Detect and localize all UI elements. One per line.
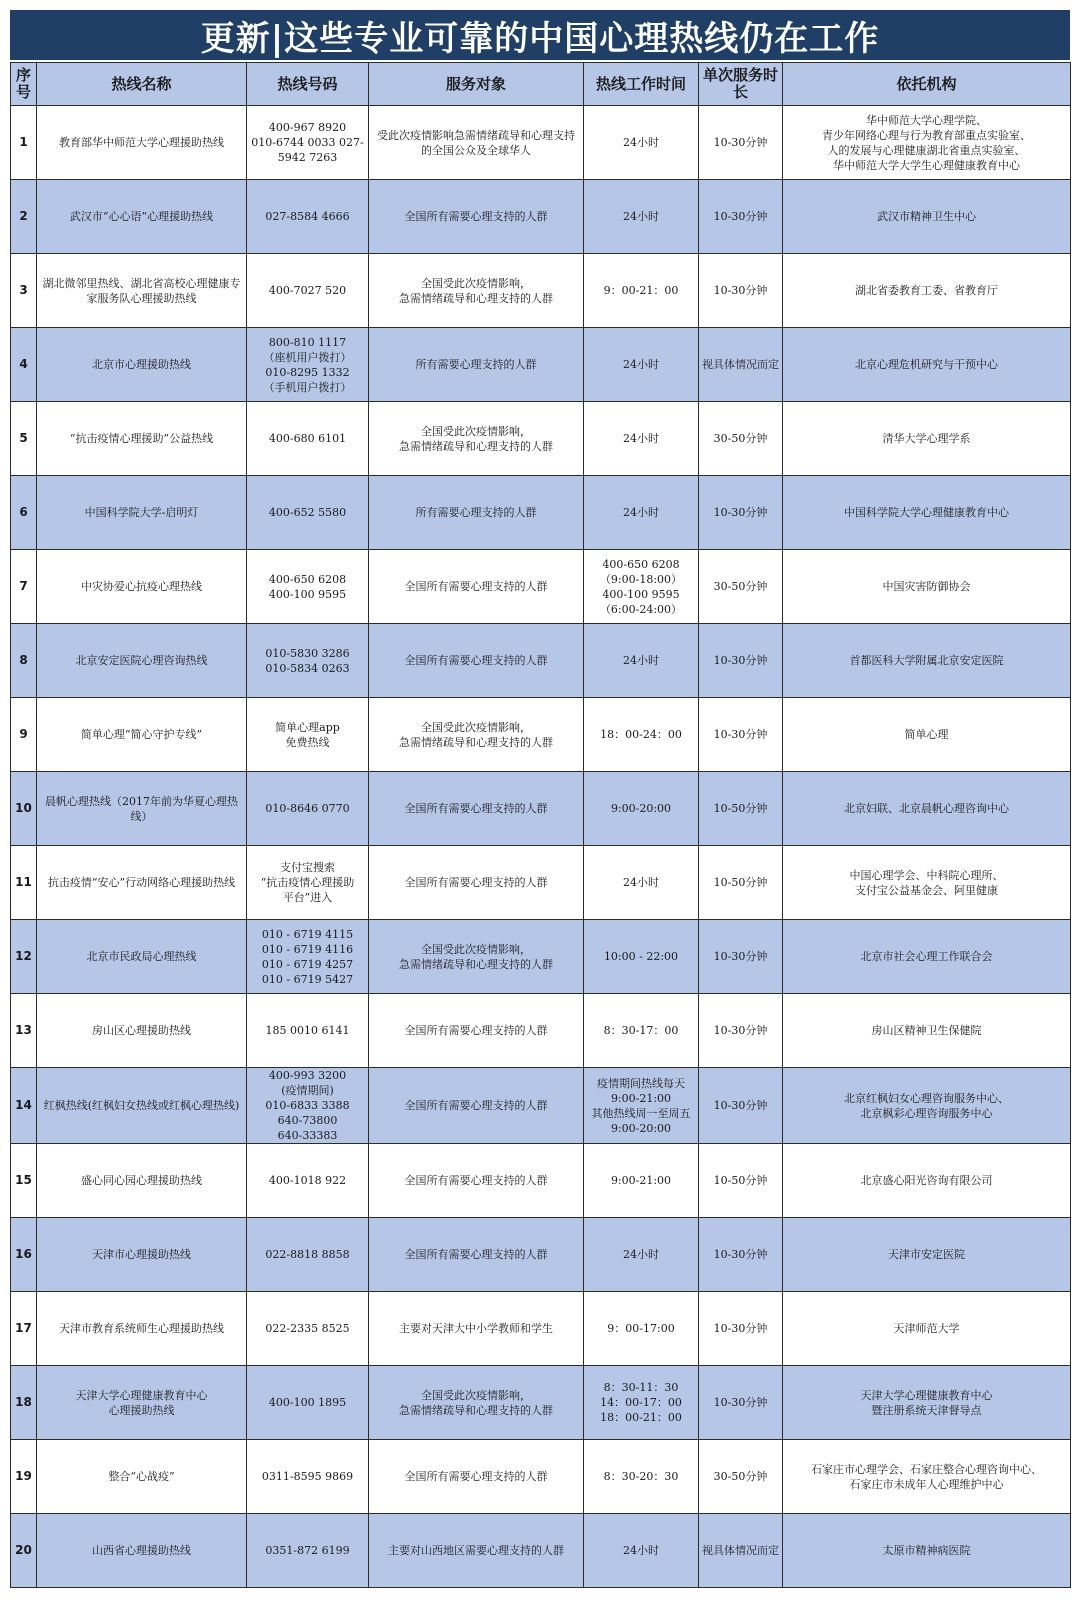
table-row (11, 698, 1071, 772)
service-target: 所有需要心理支持的人群 (369, 476, 584, 550)
service-target: 全国所有需要心理支持的人群 (369, 1144, 584, 1218)
session-duration: 视具体情况而定 (699, 1514, 783, 1588)
hotline-name: 天津市教育系统师生心理援助热线 (37, 1292, 247, 1366)
hotline-name: 教育部华中师范大学心理援助热线 (37, 106, 247, 180)
hotline-number: 010-5830 3286 010-5834 0263 (247, 624, 369, 698)
row-index: 6 (11, 476, 37, 550)
session-duration: 10-30分钟 (699, 1068, 783, 1144)
session-duration: 10-30分钟 (699, 920, 783, 994)
work-hours: 400-650 6208 （9:00-18:00） 400-100 9595 （6:00-24:00） (584, 550, 699, 624)
host-organization: 房山区精神卫生保健院 (783, 994, 1071, 1068)
table-row (11, 624, 1071, 698)
row-index: 20 (11, 1514, 37, 1588)
hotline-number: 027-8584 4666 (247, 180, 369, 254)
session-duration: 10-30分钟 (699, 698, 783, 772)
row-index: 10 (11, 772, 37, 846)
work-hours: 8：30-17：00 (584, 994, 699, 1068)
row-index: 15 (11, 1144, 37, 1218)
table-row (11, 772, 1071, 846)
session-duration: 视具体情况而定 (699, 328, 783, 402)
session-duration: 10-30分钟 (699, 180, 783, 254)
table-row (11, 1292, 1071, 1366)
row-index: 9 (11, 698, 37, 772)
hotline-number: 400-967 8920 010-6744 0033 027-5942 7263 (247, 106, 369, 180)
hotline-name: 房山区心理援助热线 (37, 994, 247, 1068)
host-organization: 首都医科大学附属北京安定医院 (783, 624, 1071, 698)
hotline-number: 0311-8595 9869 (247, 1440, 369, 1514)
table-row (11, 1514, 1071, 1588)
header-hours: 热线工作时间 (584, 63, 699, 106)
service-target: 全国受此次疫情影响， 急需情绪疏导和心理支持的人群 (369, 1366, 584, 1440)
session-duration: 10-50分钟 (699, 772, 783, 846)
hotline-name: 中灾协爱心抗疫心理热线 (37, 550, 247, 624)
row-index: 11 (11, 846, 37, 920)
host-organization: 天津市安定医院 (783, 1218, 1071, 1292)
hotline-name: 北京市民政局心理热线 (37, 920, 247, 994)
host-organization: 北京妇联、北京晨帆心理咨询中心 (783, 772, 1071, 846)
work-hours: 8：30-11：30 14：00-17：00 18：00-21：00 (584, 1366, 699, 1440)
hotline-name: 整合“心战疫” (37, 1440, 247, 1514)
service-target: 全国所有需要心理支持的人群 (369, 1068, 584, 1144)
table-row (11, 106, 1071, 180)
service-target: 全国所有需要心理支持的人群 (369, 1218, 584, 1292)
work-hours: 9:00-21:00 (584, 1144, 699, 1218)
hotline-number: 400-650 6208 400-100 9595 (247, 550, 369, 624)
header-index: 序号 (11, 63, 37, 106)
service-target: 全国所有需要心理支持的人群 (369, 550, 584, 624)
service-target: 全国所有需要心理支持的人群 (369, 846, 584, 920)
host-organization: 中国灾害防御协会 (783, 550, 1071, 624)
row-index: 3 (11, 254, 37, 328)
hotline-number: 简单心理app 免费热线 (247, 698, 369, 772)
hotline-name: “抗击疫情心理援助”公益热线 (37, 402, 247, 476)
session-duration: 30-50分钟 (699, 402, 783, 476)
service-target: 全国受此次疫情影响， 急需情绪疏导和心理支持的人群 (369, 254, 584, 328)
host-organization: 中国心理学会、中科院心理所、 支付宝公益基金会、阿里健康 (783, 846, 1071, 920)
row-index: 18 (11, 1366, 37, 1440)
host-organization: 武汉市精神卫生中心 (783, 180, 1071, 254)
row-index: 1 (11, 106, 37, 180)
table-row (11, 846, 1071, 920)
work-hours: 24小时 (584, 1514, 699, 1588)
service-target: 受此次疫情影响急需情绪疏导和心理支持的全国公众及全球华人 (369, 106, 584, 180)
header-name: 热线名称 (37, 63, 247, 106)
session-duration: 10-30分钟 (699, 624, 783, 698)
session-duration: 10-30分钟 (699, 476, 783, 550)
table-row (11, 1366, 1071, 1440)
work-hours: 8：30-20：30 (584, 1440, 699, 1514)
work-hours: 24小时 (584, 328, 699, 402)
session-duration: 10-30分钟 (699, 1218, 783, 1292)
table-row (11, 1068, 1071, 1144)
row-index: 7 (11, 550, 37, 624)
host-organization: 石家庄市心理学会、石家庄整合心理咨询中心、 石家庄市未成年人心理维护中心 (783, 1440, 1071, 1514)
host-organization: 北京市社会心理工作联合会 (783, 920, 1071, 994)
service-target: 全国所有需要心理支持的人群 (369, 1440, 584, 1514)
host-organization: 太原市精神病医院 (783, 1514, 1071, 1588)
row-index: 16 (11, 1218, 37, 1292)
service-target: 主要对山西地区需要心理支持的人群 (369, 1514, 584, 1588)
work-hours: 9：00-17:00 (584, 1292, 699, 1366)
host-organization: 中国科学院大学心理健康教育中心 (783, 476, 1071, 550)
row-index: 12 (11, 920, 37, 994)
host-organization: 天津大学心理健康教育中心 暨注册系统天津督导点 (783, 1366, 1071, 1440)
hotline-name: 北京安定医院心理咨询热线 (37, 624, 247, 698)
hotline-number: 010-8646 0770 (247, 772, 369, 846)
work-hours: 9:00-20:00 (584, 772, 699, 846)
work-hours: 9：00-21：00 (584, 254, 699, 328)
hotline-name: 简单心理“简心守护专线” (37, 698, 247, 772)
session-duration: 10-30分钟 (699, 106, 783, 180)
hotline-name: 山西省心理援助热线 (37, 1514, 247, 1588)
row-index: 19 (11, 1440, 37, 1514)
session-duration: 10-30分钟 (699, 994, 783, 1068)
host-organization: 简单心理 (783, 698, 1071, 772)
service-target: 全国所有需要心理支持的人群 (369, 180, 584, 254)
hotline-name: 中国科学院大学-启明灯 (37, 476, 247, 550)
host-organization: 北京心理危机研究与干预中心 (783, 328, 1071, 402)
session-duration: 10-30分钟 (699, 1292, 783, 1366)
service-target: 所有需要心理支持的人群 (369, 328, 584, 402)
work-hours: 24小时 (584, 402, 699, 476)
work-hours: 24小时 (584, 1218, 699, 1292)
row-index: 13 (11, 994, 37, 1068)
header-target: 服务对象 (369, 63, 584, 106)
hotline-number: 0351-872 6199 (247, 1514, 369, 1588)
hotline-name: 抗击疫情“安心”行动网络心理援助热线 (37, 846, 247, 920)
table-row (11, 180, 1071, 254)
session-duration: 10-30分钟 (699, 1366, 783, 1440)
host-organization: 华中师范大学心理学院、 青少年网络心理与行为教育部重点实验室、 人的发展与心理健康湖北省重点实验室、 华中师范大学大学生心理健康教育中心 (783, 106, 1071, 180)
row-index: 4 (11, 328, 37, 402)
table-body (11, 106, 1071, 1588)
page-title: 更新|这些专业可靠的中国心理热线仍在工作 (10, 10, 1070, 60)
header-duration: 单次服务时长 (699, 63, 783, 106)
hotline-number: 400-100 1895 (247, 1366, 369, 1440)
hotline-number: 185 0010 6141 (247, 994, 369, 1068)
hotline-number: 022-8818 8858 (247, 1218, 369, 1292)
hotline-name: 天津大学心理健康教育中心 心理援助热线 (37, 1366, 247, 1440)
service-target: 全国所有需要心理支持的人群 (369, 994, 584, 1068)
work-hours: 24小时 (584, 106, 699, 180)
row-index: 14 (11, 1068, 37, 1144)
session-duration: 30-50分钟 (699, 1440, 783, 1514)
service-target: 全国受此次疫情影响， 急需情绪疏导和心理支持的人群 (369, 698, 584, 772)
hotline-name: 武汉市“心心语”心理援助热线 (37, 180, 247, 254)
session-duration: 30-50分钟 (699, 550, 783, 624)
table-row (11, 254, 1071, 328)
header-org: 依托机构 (783, 63, 1071, 106)
hotline-name: 盛心同心园心理援助热线 (37, 1144, 247, 1218)
hotline-name: 晨帆心理热线（2017年前为华夏心理热线） (37, 772, 247, 846)
hotline-number: 400-1018 922 (247, 1144, 369, 1218)
hotline-name: 湖北微邻里热线、湖北省高校心理健康专家服务队心理援助热线 (37, 254, 247, 328)
table-row (11, 1440, 1071, 1514)
row-index: 5 (11, 402, 37, 476)
service-target: 全国受此次疫情影响， 急需情绪疏导和心理支持的人群 (369, 402, 584, 476)
table-row (11, 328, 1071, 402)
service-target: 全国所有需要心理支持的人群 (369, 624, 584, 698)
table-row (11, 476, 1071, 550)
host-organization: 天津师范大学 (783, 1292, 1071, 1366)
work-hours: 24小时 (584, 476, 699, 550)
host-organization: 清华大学心理学系 (783, 402, 1071, 476)
table-header-row (11, 63, 1071, 106)
hotline-number: 010 - 6719 4115 010 - 6719 4116 010 - 6719 4257 010 - 6719 5427 (247, 920, 369, 994)
hotline-number: 800-810 1117 （座机用户拨打） 010-8295 1332 （手机用户拨打） (247, 328, 369, 402)
hotline-name: 北京市心理援助热线 (37, 328, 247, 402)
session-duration: 10-30分钟 (699, 254, 783, 328)
work-hours: 10:00 - 22:00 (584, 920, 699, 994)
work-hours: 24小时 (584, 846, 699, 920)
row-index: 8 (11, 624, 37, 698)
hotline-number: 400-680 6101 (247, 402, 369, 476)
table-row (11, 1218, 1071, 1292)
hotline-number: 400-652 5580 (247, 476, 369, 550)
work-hours: 24小时 (584, 624, 699, 698)
work-hours: 18：00-24：00 (584, 698, 699, 772)
hotline-number: 支付宝搜索 “抗击疫情心理援助 平台”进入 (247, 846, 369, 920)
host-organization: 北京红枫妇女心理咨询服务中心、 北京枫彩心理咨询服务中心 (783, 1068, 1071, 1144)
hotline-number: 022-2335 8525 (247, 1292, 369, 1366)
session-duration: 10-50分钟 (699, 1144, 783, 1218)
hotline-name: 天津市心理援助热线 (37, 1218, 247, 1292)
service-target: 全国所有需要心理支持的人群 (369, 772, 584, 846)
hotline-number: 400-993 3200 (疫情期间) 010-6833 3388 640-73800 640-33383 (247, 1068, 369, 1144)
service-target: 全国受此次疫情影响， 急需情绪疏导和心理支持的人群 (369, 920, 584, 994)
table-row (11, 550, 1071, 624)
table-row (11, 994, 1071, 1068)
session-duration: 10-50分钟 (699, 846, 783, 920)
host-organization: 北京盛心阳光咨询有限公司 (783, 1144, 1071, 1218)
table-row (11, 402, 1071, 476)
work-hours: 疫情期间热线每天 9:00-21:00 其他热线周一至周五 9:00-20:00 (584, 1068, 699, 1144)
work-hours: 24小时 (584, 180, 699, 254)
table-row (11, 920, 1071, 994)
row-index: 17 (11, 1292, 37, 1366)
hotline-name: 红枫热线(红枫妇女热线或红枫心理热线) (37, 1068, 247, 1144)
row-index: 2 (11, 180, 37, 254)
header-phone: 热线号码 (247, 63, 369, 106)
hotline-number: 400-7027 520 (247, 254, 369, 328)
hotline-table (10, 62, 1071, 1588)
host-organization: 湖北省委教育工委、省教育厅 (783, 254, 1071, 328)
service-target: 主要对天津大中小学教师和学生 (369, 1292, 584, 1366)
table-row (11, 1144, 1071, 1218)
